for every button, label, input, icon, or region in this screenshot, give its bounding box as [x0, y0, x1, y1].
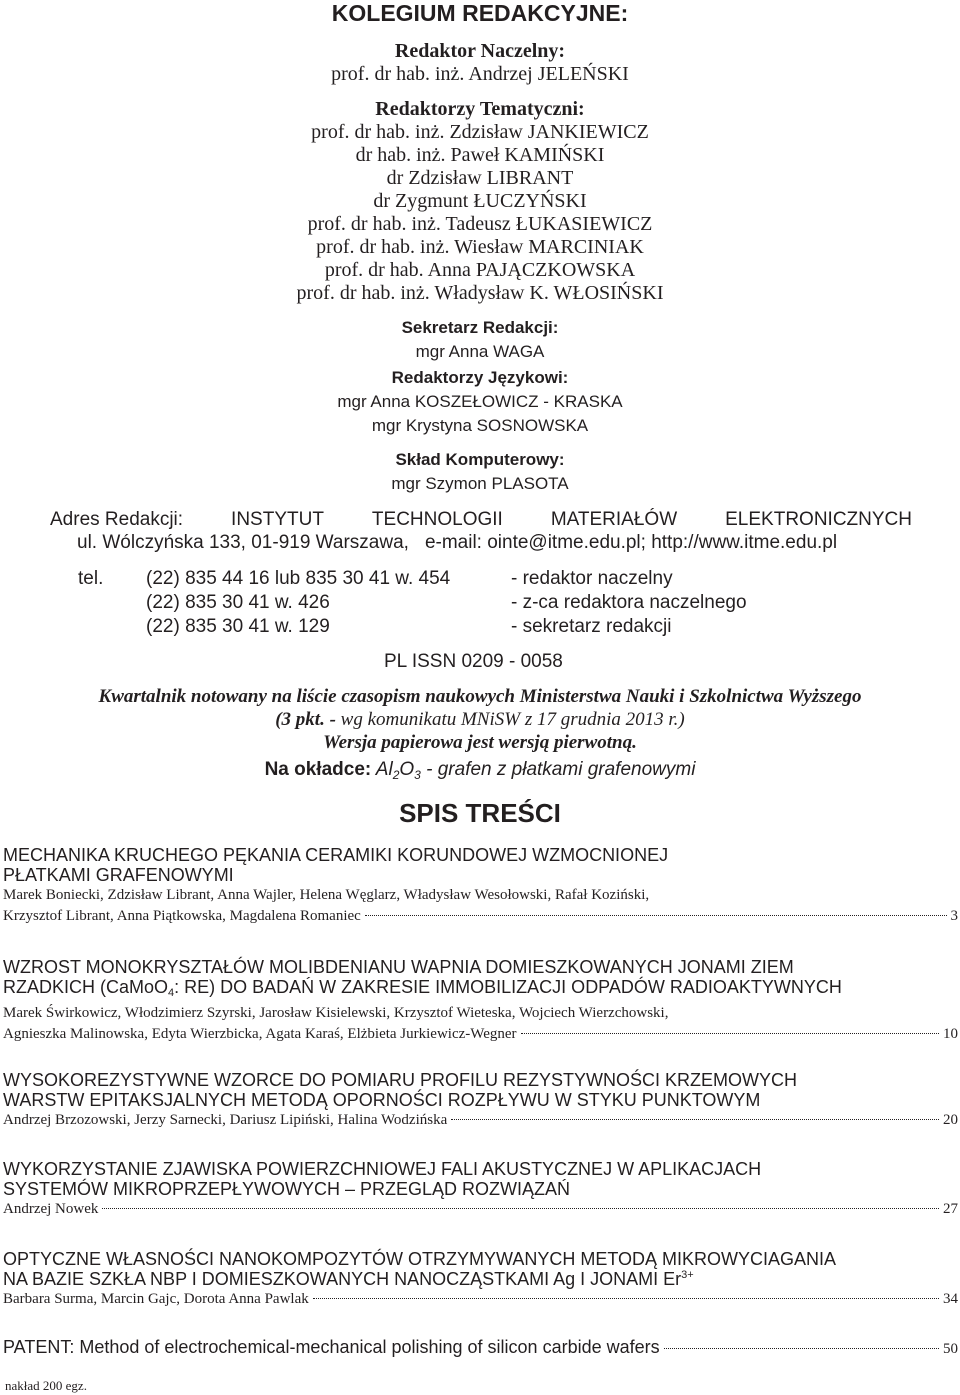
thematic-editors-heading: Redaktorzy Tematyczni: [375, 98, 585, 120]
institute-word: TECHNOLOGII [371, 509, 503, 530]
email-and-website[interactable]: e-mail: ointe@itme.edu.pl; http://www.itme.edu.pl [424, 532, 838, 553]
phone-number: (22) 835 30 41 w. 129 [146, 616, 330, 637]
institute-word: INSTYTUT [231, 509, 324, 530]
article-authors: Krzysztof Librant, Anna Piątkowska, Magdalena Romaniec [3, 908, 361, 924]
phone-label: tel. [78, 568, 104, 589]
institute-word: MATERIAŁÓW [550, 509, 678, 530]
chief-editor-section [0, 40, 960, 86]
phone-number: (22) 835 30 41 w. 426 [146, 592, 330, 613]
page-number: 3 [950, 908, 958, 924]
page-number: 34 [943, 1291, 958, 1307]
toc-entry[interactable] [3, 845, 958, 927]
phone-number: (22) 835 44 16 lub 835 30 41 w. 454 [146, 568, 451, 589]
article-title: RZADKICH (CaMoO$_4$: RE) DO BADAŃ W ZAKRESIE IMMOBILIZACJI ODPADÓW RADIOAKTYWNYCH [3, 977, 842, 999]
chief-editor-name: prof. dr hab. inż. Andrzej JELEŃSKI [331, 63, 629, 85]
typesetting-section [0, 448, 960, 496]
thematic-editor: dr Zdzisław LIBRANT [386, 167, 574, 189]
article-title: MECHANIKA KRUCHEGO PĘKANIA CERAMIKI KORUNDOWEJ WZMOCNIONEJ [3, 845, 669, 865]
article-leader-line [3, 906, 958, 927]
issn-number: PL ISSN 0209 - 0058 [384, 651, 563, 672]
thematic-editor: prof. dr hab. inż. Zdzisław JANKIEWICZ [311, 121, 649, 143]
phone-role: - redaktor naczelny [511, 568, 673, 589]
editorial-board-title: KOLEGIUM REDAKCYJNE: [331, 0, 629, 26]
secretary-name: mgr Anna WAGA [415, 342, 545, 361]
print-version-note: Wersja papierowa jest wersją pierwotną. [323, 732, 637, 753]
article-authors: Barbara Surma, Marcin Gajc, Dorota Anna Pawlak [3, 1291, 309, 1307]
language-editor: mgr Anna KOSZEŁOWICZ - KRASKA [337, 392, 623, 411]
phone-role: - sekretarz redakcji [511, 616, 672, 637]
cover-caption [0, 757, 960, 788]
toc-entry[interactable] [3, 1159, 958, 1220]
points-note: (3 pkt. - wg komunikatu MNiSW z 17 grudnia 2013 r.) [275, 709, 685, 730]
page-number: 10 [943, 1026, 958, 1042]
thematic-editor: prof. dr hab. inż. Wiesław MARCINIAK [316, 236, 644, 258]
article-title: WYKORZYSTANIE ZJAWISKA POWIERZCHNIOWEJ FALI AKUSTYCZNEJ W APLIKACJACH [3, 1159, 762, 1179]
cover-label: Na okładce: [264, 759, 372, 780]
journal-notes [0, 685, 960, 754]
address-institute-line [50, 508, 912, 531]
article-authors: Agnieszka Malinowska, Edyta Wierzbicka, Agata Karaś, Elżbieta Jurkiewicz-Wegner [3, 1026, 517, 1042]
secretary-heading: Sekretarz Redakcji: [401, 318, 559, 337]
language-editors-section [0, 366, 960, 438]
article-title: NA BAZIE SZKŁA NBP I DOMIESZKOWANYCH NANOCZĄSTKAMI Ag I JONAMI $Er^{3+}$ [3, 1269, 694, 1289]
article-title: WYSOKOREZYSTYWNE WZORCE DO POMIARU PROFILU REZYSTYWNOŚCI KRZEMOWYCH [3, 1070, 798, 1090]
institute-word: ELEKTRONICZNYCH [725, 509, 912, 530]
article-authors: Andrzej Nowek [3, 1201, 99, 1217]
toc-entry[interactable] [3, 1070, 958, 1131]
article-title: PŁATKAMI GRAFENOWYMI [3, 865, 234, 885]
article-leader-line [3, 1337, 958, 1358]
toc-heading: SPIS TREŚCI [399, 798, 561, 828]
street-address: ul. Wólczyńska 133, 01-919 Warszawa, [77, 532, 409, 553]
article-title: OPTYCZNE WŁASNOŚCI NANOKOMPOZYTÓW OTRZYMYWANYCH METODĄ MIKROWYCIAGANIA [3, 1249, 837, 1269]
ministry-listing-note: Kwartalnik notowany na liście czasopism naukowych Ministerstwa Nauki i Szkolnictwa Wyższego [98, 686, 862, 707]
article-leader-line [3, 1199, 958, 1220]
thematic-editor: prof. dr hab. inż. Tadeusz ŁUKASIEWICZ [307, 213, 653, 235]
typesetting-heading: Skład Komputerowy: [395, 450, 565, 469]
article-title: WARSTW EPITAKSJALNYCH METODĄ OPORNOŚCI ROZPŁYWU W STYKU PUNKTOWYM [3, 1090, 761, 1110]
cover-formula: $Al_2O_3$ [375, 759, 421, 782]
phone-row [78, 567, 878, 591]
article-leader-line [3, 1024, 958, 1045]
thematic-editor: prof. dr hab. Anna PAJĄCZKOWSKA [324, 259, 636, 281]
phone-list [78, 567, 878, 639]
address-label: Adres Redakcji: [50, 509, 184, 530]
article-title: SYSTEMÓW MIKROPRZEPŁYWOWYCH – PRZEGLĄD ROZWIĄZAŃ [3, 1179, 571, 1199]
thematic-editors-section [0, 98, 960, 305]
article-leader-line [3, 1110, 958, 1131]
article-authors: Andrzej Brzozowski, Jerzy Sarnecki, Dariusz Lipiński, Halina Wodzińska [3, 1112, 448, 1128]
chief-editor-heading: Redaktor Naczelny: [394, 40, 566, 62]
toc-entry[interactable] [3, 957, 958, 1045]
article-authors: Marek Świrkowicz, Włodzimierz Szyrski, Jarosław Kisielewski, Krzysztof Wieteska, Wojciech Wierzchowski, [3, 1005, 669, 1021]
thematic-editor: prof. dr hab. inż. Władysław K. WŁOSIŃSKI [296, 282, 664, 304]
toc-entry[interactable] [3, 1249, 958, 1310]
article-leader-line [3, 1289, 958, 1310]
article-title: WZROST MONOKRYSZTAŁÓW MOLIBDENIANU WAPNIA DOMIESZKOWANYCH JONAMI ZIEM [3, 957, 794, 977]
language-editors-heading: Redaktorzy Językowi: [391, 368, 569, 387]
phone-role: - z-ca redaktora naczelnego [511, 592, 747, 613]
phone-row [78, 591, 878, 615]
phone-row [78, 615, 878, 639]
address-contact-line [77, 531, 912, 554]
page-number: 20 [943, 1112, 958, 1128]
editorial-address [50, 508, 912, 554]
typesetting-name: mgr Szymon PLASOTA [391, 474, 569, 493]
language-editor: mgr Krystyna SOSNOWSKA [371, 416, 589, 435]
article-title: PATENT: Method of electrochemical-mechanical polishing of silicon carbide wafers [3, 1337, 660, 1357]
thematic-editor: dr Zygmunt ŁUCZYŃSKI [373, 190, 587, 212]
page-number: 27 [943, 1201, 958, 1217]
secretary-section [0, 316, 960, 364]
circulation-note: nakład 200 egz. [5, 1378, 87, 1393]
toc-entry[interactable] [3, 1337, 958, 1358]
page-number: 50 [943, 1341, 958, 1357]
thematic-editor: dr hab. inż. Paweł KAMIŃSKI [355, 144, 605, 166]
article-authors: Marek Boniecki, Zdzisław Librant, Anna Wajler, Helena Węglarz, Władysław Wesołowski, Rafał Koziński, [3, 887, 650, 903]
cover-description: - grafen z płatkami grafenowymi [420, 759, 696, 780]
